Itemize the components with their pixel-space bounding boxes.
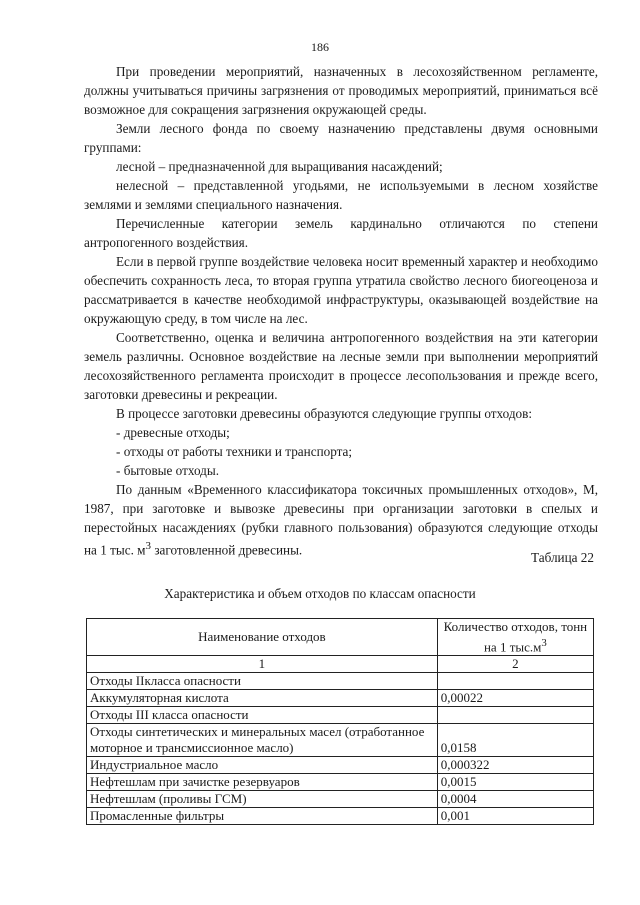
paragraph: лесной – предназначенной для выращивания насаждений; bbox=[116, 159, 443, 174]
paragraph-waste-classifier bbox=[84, 480, 598, 559]
paragraph: В процессе заготовки древесины образуются следующие группы отходов: bbox=[116, 406, 533, 421]
paragraph: При проведении мероприятий, назначенных в лесохозяйственном регламенте, должны учитываться причины загрязнения от проводимых мероприятий, приниматься всё возможное для сокращения загрязнения окружающей среды. bbox=[84, 64, 598, 117]
waste-name-cell: Индустриальное масло bbox=[87, 757, 438, 774]
paragraph-text: По данным «Временного классификатора токсичных промышленных отходов», М, 1987, при заготовке и вывозке древесины при организации заготовки в спелых и перестойных насаждениях (рубки главного пользования) образуются следующие отходы на 1 тыс. м bbox=[84, 482, 598, 558]
header-waste-name: Наименование отходов bbox=[87, 619, 438, 656]
paragraph: Если в первой группе воздействие человека носит временный характер и необходимо обеспечить сохранность леса, то вторая группа утратила свойство лесного биогеоценоза и рассматривается в качестве необходимой инфраструктуры, оказывающей воздействие на окружающую среду, в том числе на лес. bbox=[84, 254, 598, 326]
table-row bbox=[87, 690, 594, 707]
waste-quantity-cell: 0,00022 bbox=[437, 690, 593, 707]
table-title: Характеристика и объем отходов по классам опасности bbox=[164, 586, 476, 601]
paragraph: нелесной – представленной угодьями, не используемыми в лесном хозяйстве землями и землями специального назначения. bbox=[84, 178, 598, 212]
waste-quantity-cell: 0,0158 bbox=[437, 724, 593, 757]
waste-name-cell: Нефтешлам (проливы ГСМ) bbox=[87, 791, 438, 808]
waste-table bbox=[86, 618, 594, 825]
table-header-row bbox=[87, 619, 594, 656]
paragraph-text-end: заготовленной древесины. bbox=[151, 542, 303, 558]
column-number-row bbox=[87, 656, 594, 673]
waste-name-cell: Отходы III класса опасности bbox=[87, 707, 438, 724]
paragraph: - отходы от работы техники и транспорта; bbox=[116, 444, 353, 459]
paragraph: - древесные отходы; bbox=[116, 425, 230, 440]
paragraph: Земли лесного фонда по своему назначению представлены двумя основными группами: bbox=[84, 121, 598, 155]
paragraph: Соответственно, оценка и величина антропогенного воздействия на эти категории земель различны. Основное воздействие на лесные земли при выполнении мероприятий лесохозяйственного регламента происходит в процессе лесопользования и прежде всего, заготовки древесины и рекреации. bbox=[84, 330, 598, 402]
header-waste-quantity bbox=[437, 619, 593, 656]
waste-quantity-cell: 0,001 bbox=[437, 808, 593, 825]
waste-name-cell: Промасленные фильтры bbox=[87, 808, 438, 825]
table-row bbox=[87, 774, 594, 791]
body-text bbox=[84, 62, 598, 559]
header-quantity-text: Количество отходов, тонн на 1 тыс.м bbox=[443, 619, 588, 655]
waste-name-cell: Аккумуляторная кислота bbox=[87, 690, 438, 707]
table-row bbox=[87, 724, 594, 757]
table-row bbox=[87, 673, 594, 690]
waste-quantity-cell: 0,0004 bbox=[437, 791, 593, 808]
column-number: 1 bbox=[87, 656, 438, 673]
paragraph: Перечисленные категории земель кардинально отличаются по степени антропогенного воздействия. bbox=[84, 216, 598, 250]
waste-quantity-cell bbox=[437, 673, 593, 690]
waste-quantity-cell: 0,000322 bbox=[437, 757, 593, 774]
table-row bbox=[87, 791, 594, 808]
waste-quantity-cell bbox=[437, 707, 593, 724]
table-row bbox=[87, 808, 594, 825]
waste-quantity-cell: 0,0015 bbox=[437, 774, 593, 791]
page-number: 186 bbox=[311, 40, 329, 54]
superscript: 3 bbox=[541, 637, 547, 649]
waste-name-cell: Отходы IIкласса опасности bbox=[87, 673, 438, 690]
waste-name-cell: Нефтешлам при зачистке резервуаров bbox=[87, 774, 438, 791]
table-caption: Таблица 22 bbox=[531, 550, 594, 565]
waste-name-cell: Отходы синтетических и минеральных масел (отработанное моторное и трансмиссионное масло) bbox=[87, 724, 438, 757]
column-number: 2 bbox=[437, 656, 593, 673]
paragraph: - бытовые отходы. bbox=[116, 463, 220, 478]
paragraph-list bbox=[84, 62, 598, 480]
table-row bbox=[87, 757, 594, 774]
table-body bbox=[87, 673, 594, 825]
superscript: 3 bbox=[145, 540, 152, 552]
table-row bbox=[87, 707, 594, 724]
